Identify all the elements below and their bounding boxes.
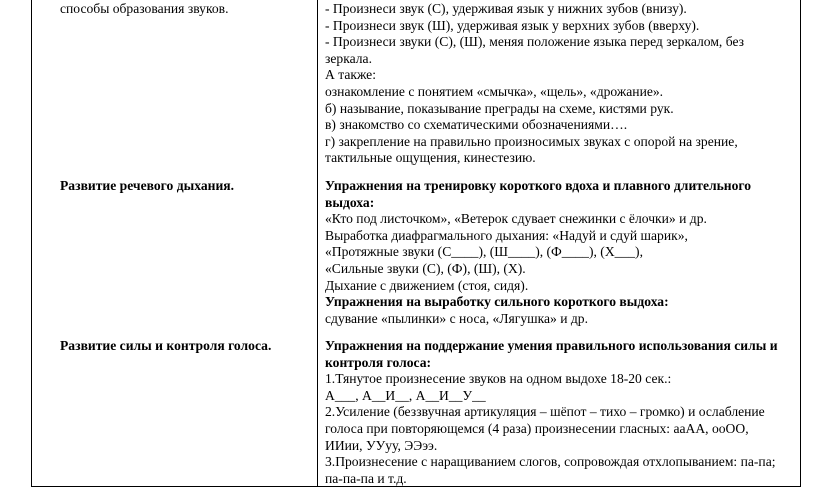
row1-line: ознакомление с понятием «смычка», «щель», «дрожание». xyxy=(325,83,664,99)
row1-line: г) закрепление на правильно произносимых звуках с опорой на зрение, xyxy=(325,133,738,149)
table-border-right xyxy=(800,0,801,487)
row3-left-cell xyxy=(60,338,271,355)
row2-heading-line: выдоха: xyxy=(325,194,375,210)
row2-heading-line: Упражнения на тренировку короткого вдоха и плавного длительного xyxy=(325,178,752,193)
row2-heading2: Упражнения на выработку сильного короткого выдоха: xyxy=(325,294,669,310)
row2-left-text: Развитие речевого дыхания. xyxy=(60,178,235,193)
row1-line: - Произнеси звуки (С), (Ш), меняя положение языка перед зеркалом, без xyxy=(325,34,745,50)
row3-line: 1.Тянутое произнесение звуков на одном выдохе 18-20 сек.: xyxy=(325,371,672,387)
row2-line: Дыхание с движением (стоя, сидя). xyxy=(325,277,529,293)
row1-line: А также: xyxy=(325,67,376,83)
row1-line: - Произнеси звук (Ш), удерживая язык у верхних зубов (вверху). xyxy=(325,17,700,33)
row1-left-cell xyxy=(60,1,228,18)
row3-heading-line: контроля голоса: xyxy=(325,354,432,370)
row2-right-cell xyxy=(325,178,751,327)
row3-right-cell xyxy=(325,338,778,487)
row3-line: ИИии, УУуу, ЭЭээ. xyxy=(325,437,438,453)
row3-line: па-па-па и т.д. xyxy=(325,470,407,486)
row2-line: Выработка диафрагмального дыхания: «Надуй и сдуй шарик», xyxy=(325,227,688,243)
row3-line: голоса при повторяющемся (4 раза) произнесении гласных: ааАА, ооОО, xyxy=(325,420,749,436)
row1-line: зеркала. xyxy=(325,50,372,66)
row1-left-text: способы образования звуков. xyxy=(60,1,229,16)
table-column-divider xyxy=(317,0,318,487)
row3-line: 3.Произнесение с наращиванием слогов, сопровождая отхлопыванием: па-па; xyxy=(325,454,776,470)
row3-line: 2.Усиление (беззвучная артикуляция – шёпот – тихо – громко) и ослабление xyxy=(325,404,765,420)
row3-left-text: Развитие силы и контроля голоса. xyxy=(60,338,272,353)
row1-line: в) знакомство со схематическими обозначениями…. xyxy=(325,117,628,133)
row3-heading-line: Упражнения на поддержание умения правильного использования силы и xyxy=(325,338,778,353)
table-border-left xyxy=(31,0,32,487)
row2-left-cell xyxy=(60,178,234,195)
row2-line: «Протяжные звуки (С____), (Ш____), (Ф____), (Х___), xyxy=(325,244,643,260)
row2-line: сдувание «пылинки» с носа, «Лягушка» и др. xyxy=(325,310,589,326)
row1-line: б) называние, показывание преграды на схеме, кистями рук. xyxy=(325,100,674,116)
row1-right-cell xyxy=(325,1,744,167)
row3-line: А___, А__И__, А__И__У__ xyxy=(325,387,486,403)
row2-line: «Сильные звуки (С), (Ф), (Ш), (Х). xyxy=(325,260,526,276)
row1-line: тактильные ощущения, кинестезию. xyxy=(325,150,536,166)
row1-line: - Произнеси звук (С), удерживая язык у нижних зубов (внизу). xyxy=(325,1,687,16)
row2-line: «Кто под листочком», «Ветерок сдувает снежинки с ёлочки» и др. xyxy=(325,211,707,227)
